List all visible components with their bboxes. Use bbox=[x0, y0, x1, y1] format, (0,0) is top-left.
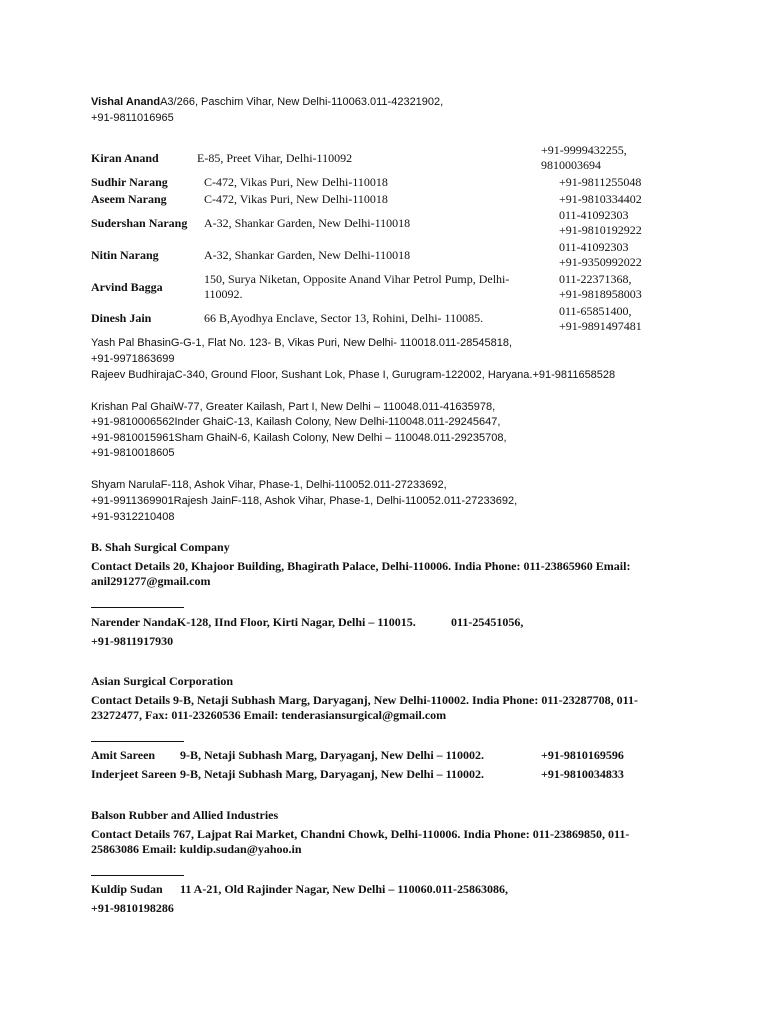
table-row-address: 66 B,Ayodhya Enclave, Sector 13, Rohini, Delhi- 110085. bbox=[204, 311, 484, 325]
table-row-phone: +91-9818958003 bbox=[559, 287, 642, 301]
table-row-address: C-472, Vikas Puri, New Delhi-110018 bbox=[204, 175, 388, 189]
table-row-phone: +91-9350992022 bbox=[559, 255, 642, 269]
table-row-name: Sudhir Narang bbox=[91, 175, 168, 189]
person-details: 11 A-21, Old Rajinder Nagar, New Delhi – 110060.011-25863086, bbox=[180, 882, 509, 896]
table-row-phone: 011-22371368, bbox=[559, 272, 632, 286]
table-row-address: 110092. bbox=[204, 287, 243, 301]
company-details-line: Contact Details 767, Lajpat Rai Market, Chandni Chowk, Delhi-110006. India Phone: 011-23869850, 011- bbox=[91, 827, 630, 841]
company-title-shah: B. Shah Surgical Company bbox=[91, 540, 230, 554]
table-row-phone: +91-9810334402 bbox=[559, 192, 642, 206]
table-row-phone: +91-9811255048 bbox=[559, 175, 642, 189]
company-details-line: anil291277@gmail.com bbox=[91, 574, 211, 588]
table-row-phone: 011-65851400, bbox=[559, 304, 632, 318]
contact-paragraph-line: +91-9810015961Sham GhaiN-6, Kailash Colony, New Delhi – 110048.011-29235708, bbox=[91, 432, 507, 444]
company-title-asian: Asian Surgical Corporation bbox=[91, 674, 234, 688]
contact-paragraph-line: +91-9971863699 bbox=[91, 353, 175, 365]
company-details-line: 23272477, Fax: 011-23260536 Email: tenderasiansurgical@gmail.com bbox=[91, 708, 447, 722]
company-details-line: Contact Details 9-B, Netaji Subhash Marg, Daryaganj, New Delhi-110002. India Phone: 011-23287708, 011- bbox=[91, 693, 639, 707]
table-row-name: Aseem Narang bbox=[91, 192, 167, 206]
person-phone: +91-9810169596 bbox=[541, 748, 624, 762]
contact-paragraph-line: Krishan Pal GhaiW-77, Greater Kailash, Part I, New Delhi – 110048.011-41635978, bbox=[91, 401, 496, 413]
table-row-address: A-32, Shankar Garden, New Delhi-110018 bbox=[204, 248, 411, 262]
table-row-name: Dinesh Jain bbox=[91, 311, 152, 325]
table-row-phone: +91-9891497481 bbox=[559, 319, 642, 333]
table-row-name: Nitin Narang bbox=[91, 248, 159, 262]
company-details-line: Contact Details 20, Khajoor Building, Bhagirath Palace, Delhi-110006. India Phone: 011-23865960 Email: bbox=[91, 559, 631, 573]
table-row-phone: 9810003694 bbox=[541, 158, 601, 172]
person-name: Inderjeet Sareen bbox=[91, 767, 177, 781]
contact-paragraph-line: +91-9312210408 bbox=[91, 511, 175, 523]
table-row-name: Kiran Anand bbox=[91, 151, 159, 165]
section-divider bbox=[91, 607, 184, 608]
table-row-name: Sudershan Narang bbox=[91, 216, 188, 230]
table-row-address: 150, Surya Niketan, Opposite Anand Vihar Petrol Pump, Delhi- bbox=[204, 272, 510, 286]
company-title-balson: Balson Rubber and Allied Industries bbox=[91, 808, 279, 822]
person-phone: +91-9810198286 bbox=[91, 901, 174, 915]
contact-paragraph-line: Shyam NarulaF-118, Ashok Vihar, Phase-1, Delhi-110052.011-27233692, bbox=[91, 479, 447, 491]
intro-line-2: +91-9811016965 bbox=[91, 112, 174, 124]
intro-line-1 bbox=[91, 94, 443, 110]
person-name: Amit Sareen bbox=[91, 748, 156, 762]
contact-paragraph-line: Rajeev BudhirajaC-340, Ground Floor, Sushant Lok, Phase I, Gurugram-122002, Haryana.+91-9811658528 bbox=[91, 369, 616, 381]
person-name: Kuldip Sudan bbox=[91, 882, 163, 896]
vishal-anand-details: A3/266, Paschim Vihar, New Delhi-110063.011-42321902, bbox=[160, 96, 444, 108]
contact-paragraph-line: +91-9911369901Rajesh JainF-118, Ashok Vihar, Phase-1, Delhi-110052.011-27233692, bbox=[91, 495, 518, 507]
table-row-phone: 011-41092303 bbox=[559, 208, 629, 222]
section-divider bbox=[91, 741, 184, 742]
table-row-name: Arvind Bagga bbox=[91, 280, 163, 294]
person-phone: +91-9810034833 bbox=[541, 767, 624, 781]
person-line: Narender NandaK-128, IInd Floor, Kirti Nagar, Delhi – 110015. bbox=[91, 615, 416, 629]
person-phone: 011-25451056, bbox=[451, 615, 524, 629]
person-phone: +91-9811917930 bbox=[91, 634, 174, 648]
table-row-phone: 011-41092303 bbox=[559, 240, 629, 254]
table-row-address: A-32, Shankar Garden, New Delhi-110018 bbox=[204, 216, 411, 230]
contact-paragraph-line: +91-9810018605 bbox=[91, 447, 175, 459]
table-row-address: C-472, Vikas Puri, New Delhi-110018 bbox=[204, 192, 388, 206]
section-divider bbox=[91, 875, 184, 876]
person-address: 9-B, Netaji Subhash Marg, Daryaganj, New Delhi – 110002. bbox=[180, 767, 485, 781]
table-row-phone: +91-9810192922 bbox=[559, 223, 642, 237]
person-address: 9-B, Netaji Subhash Marg, Daryaganj, New Delhi – 110002. bbox=[180, 748, 485, 762]
table-row-address: E-85, Preet Vihar, Delhi-110092 bbox=[197, 151, 353, 165]
contact-paragraph-line: Yash Pal BhasinG-G-1, Flat No. 123- B, Vikas Puri, New Delhi- 110018.011-28545818, bbox=[91, 337, 513, 349]
company-details-line: 25863086 Email: kuldip.sudan@yahoo.in bbox=[91, 842, 302, 856]
contact-paragraph-line: +91-9810006562Inder GhaiC-13, Kailash Colony, New Delhi-110048.011-29245647, bbox=[91, 416, 501, 428]
vishal-anand-name: Vishal Anand bbox=[91, 96, 161, 108]
table-row-phone: +91-9999432255, bbox=[541, 143, 627, 157]
